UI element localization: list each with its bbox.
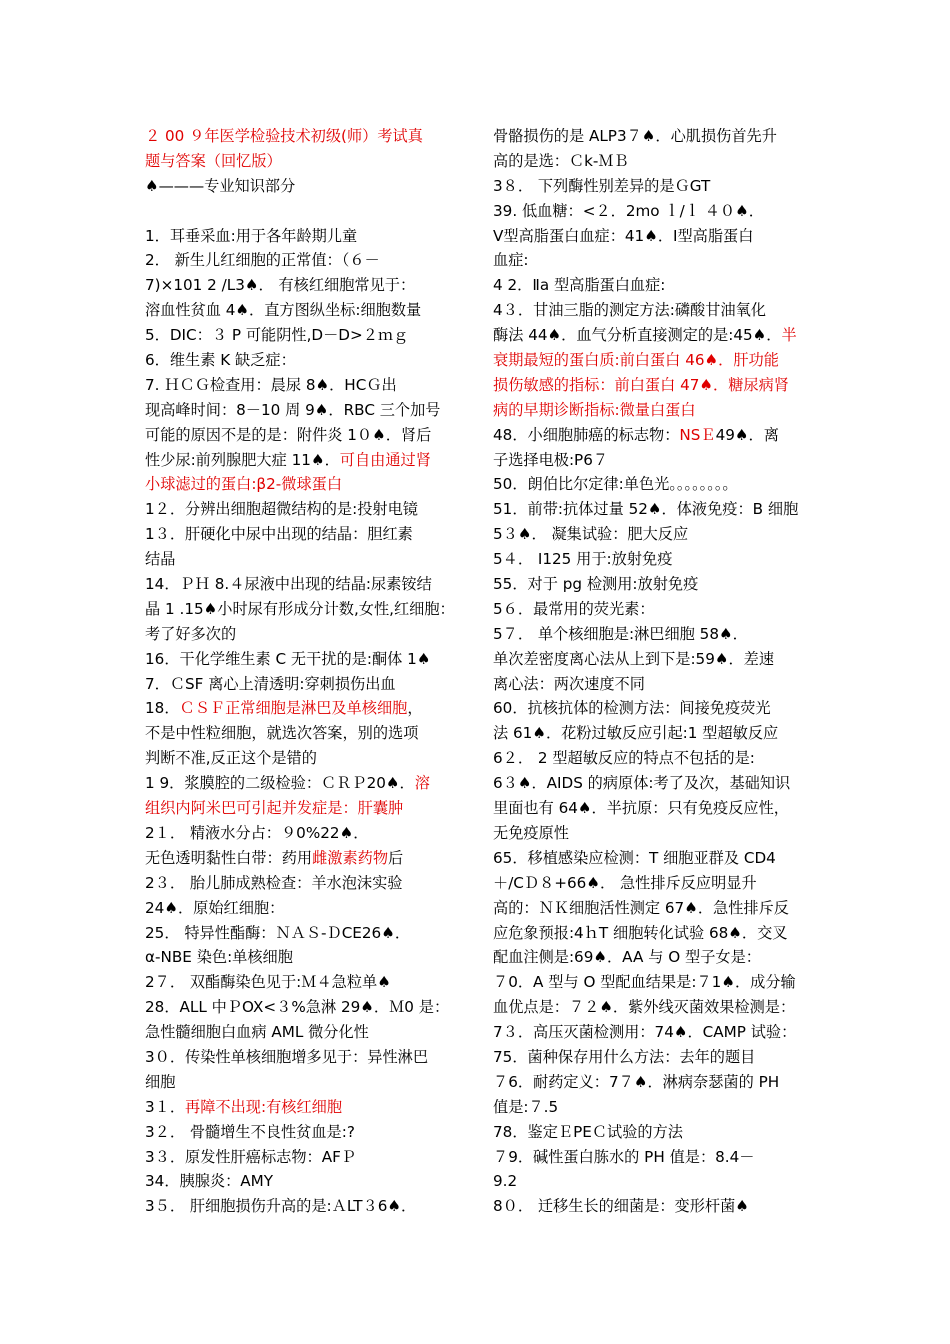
text-line <box>145 846 475 871</box>
text-line <box>145 1194 475 1219</box>
text-line <box>145 672 475 697</box>
text-line <box>145 771 475 796</box>
text-line <box>493 323 823 348</box>
text-segment: 3１． <box>145 1097 186 1116</box>
text-segment: 7)×101 2 /L3♠． 有核红细胞常见于： <box>145 276 416 295</box>
text-segment: 1２．分辨出细胞超微结构的是:投射电镜 <box>145 500 418 519</box>
text-line <box>493 423 823 448</box>
text-segment: 51．前带:抗体过量 52♠．体液免疫：B 细胞 <box>493 500 799 519</box>
text-segment: 血优点是：７２♠．紫外线灭菌效果检测是： <box>493 998 796 1017</box>
text-segment: 考了好多次的 <box>145 624 237 643</box>
highlighted-text: 小球滤过的蛋白:β2-微球蛋白 <box>145 475 343 494</box>
text-segment: 高的是选：Ｃk-ＭＢ <box>493 151 629 170</box>
text-line <box>493 373 823 398</box>
text-line <box>145 871 475 896</box>
text-line <box>145 323 475 348</box>
left-column <box>145 124 475 1219</box>
text-segment: 7３．高压灭菌检测用：74♠．CAMP 试验： <box>493 1023 797 1042</box>
text-segment: 7. ＨＣＧ检查用：晨尿 8♠．HCＧ出 <box>145 375 397 394</box>
text-line <box>493 248 823 273</box>
text-line <box>145 373 475 398</box>
text-line <box>493 746 823 771</box>
text-segment: 75．菌种保存用什么方法：去年的题目 <box>493 1047 756 1066</box>
highlighted-text: 可自由通过肾 <box>339 450 431 469</box>
text-segment: 8０． 迁移生长的细菌是：变形杆菌♠ <box>493 1197 749 1216</box>
text-line <box>493 1145 823 1170</box>
text-segment: 子选择电极:P6７ <box>493 450 609 469</box>
text-segment: 配血注侧是:69♠．AA 与 O 型子女是： <box>493 948 761 967</box>
text-line <box>145 1120 475 1145</box>
text-line <box>145 497 475 522</box>
text-segment: 78．鉴定ＥPEＣ试验的方法 <box>493 1122 683 1141</box>
text-line <box>145 821 475 846</box>
text-segment: 60．抗核抗体的检测方法：间接免疫荧光 <box>493 699 771 718</box>
text-line <box>493 771 823 796</box>
text-line <box>145 1169 475 1194</box>
highlighted-text: 组织内阿米巴可引起并发症是：肝囊肿 <box>145 799 404 818</box>
text-line <box>493 796 823 821</box>
text-segment: 骨骼损伤的是 ALP3７♠．心肌损伤首先升 <box>493 127 777 145</box>
text-line <box>493 572 823 597</box>
text-segment: 2３． 胎儿肺成熟检查：羊水泡沫实验 <box>145 873 403 892</box>
text-segment: 50．朗伯比尔定律:单色光。。。。。。。。 <box>493 475 738 494</box>
text-segment: 后 <box>388 848 404 867</box>
text-line <box>145 696 475 721</box>
text-segment: 5．DIC：３ P 可能阴性,D－D>２ｍｇ <box>145 326 409 345</box>
text-segment: 16．干化学维生素 C 无干扰的是:酮体 1♠ <box>145 649 431 668</box>
text-line <box>145 423 475 448</box>
text-segment: 5４． I125 用于:放射免疫 <box>493 550 673 569</box>
text-segment: 6３♠．AIDS 的病原体:考了及次，基础知识 <box>493 774 791 793</box>
text-line <box>145 398 475 423</box>
text-segment: 3３．原发性肝癌标志物：AFＰ <box>145 1147 357 1166</box>
text-segment: 单次差密度离心法从上到下是:59♠．差速 <box>493 649 775 668</box>
text-line <box>145 647 475 672</box>
highlighted-text: 溶 <box>414 774 430 793</box>
text-segment: ７0．A 型与 O 型配血结果是:７1♠．成分输 <box>493 973 796 992</box>
text-segment: 3０．传染性单核细胞增多见于：异性淋巴 <box>145 1047 429 1066</box>
text-segment: ＋/CＤ８+66♠． 急性排斥反应明显升 <box>493 873 757 892</box>
text-line <box>145 348 475 373</box>
text-segment: 结晶 <box>145 550 176 569</box>
text-line <box>145 970 475 995</box>
text-segment: 6２． 2 型超敏反应的特点不包括的是: <box>493 749 755 768</box>
text-segment: 急性髓细胞白血病 AML 微分化性 <box>145 1023 369 1042</box>
text-segment: ， <box>407 699 423 718</box>
text-segment: ７6．耐药定义：7７♠．淋病奈瑟菌的 PH <box>493 1072 780 1091</box>
text-line <box>493 348 823 373</box>
text-line <box>493 821 823 846</box>
text-segment: 18． <box>145 699 180 718</box>
text-line <box>145 721 475 746</box>
text-segment: Ⅴ型高脂蛋白血症：41♠．Ⅰ型高脂蛋白 <box>493 226 754 245</box>
text-segment: 1３．肝硬化中尿中出现的结晶：胆红素 <box>145 525 413 544</box>
text-line <box>493 448 823 473</box>
text-line <box>145 1070 475 1095</box>
text-line <box>145 174 475 199</box>
text-line <box>493 472 823 497</box>
highlighted-text: ２ 00 ９年医学检验技术初级(师）考试真 <box>145 127 423 145</box>
text-segment: 溶血性贫血 4♠．直方图纵坐标:细胞数量 <box>145 301 422 320</box>
text-segment: 里面也有 64♠．半抗原：只有免疫反应性， <box>493 799 789 818</box>
text-line <box>493 1120 823 1145</box>
text-segment: 24♠．原始红细胞： <box>145 898 285 917</box>
text-line <box>145 995 475 1020</box>
text-segment: 法 61♠．花粉过敏反应引起:1 型超敏反应 <box>493 724 779 743</box>
text-segment: 48．小细胞肺癌的标志物： <box>493 425 680 444</box>
highlighted-text: 再障不出现:有核红细胞 <box>185 1097 343 1116</box>
text-segment: 血症: <box>493 251 529 270</box>
text-line <box>145 149 475 174</box>
text-line <box>493 1020 823 1045</box>
text-line <box>145 1020 475 1045</box>
text-segment: 不是中性粒细胞，就选次答案，别的选项 <box>145 724 419 743</box>
text-segment: 25． 特异性酯酶：ＮＡＳ-ＤCE26♠． <box>145 923 411 942</box>
text-segment: 28．ALL 中ＰOX<３%急淋 29♠．Ｍ0 是： <box>145 998 450 1017</box>
text-line <box>493 1194 823 1219</box>
text-line <box>493 1045 823 1070</box>
text-segment: 无色透明黏性白带：药用 <box>145 848 313 867</box>
text-line <box>493 846 823 871</box>
text-segment: 6．维生素 K 缺乏症： <box>145 351 296 370</box>
right-column <box>493 124 823 1219</box>
text-segment: 晶 1 .15♠小时尿有形成分计数,女性,红细胞： <box>145 599 455 618</box>
text-segment: 3５． 肝细胞损伤升高的是:ＡLT３6♠． <box>145 1197 417 1216</box>
text-line <box>145 547 475 572</box>
text-line <box>145 522 475 547</box>
text-segment: 4 2．Ⅱa 型高脂蛋白血症: <box>493 276 666 295</box>
text-line <box>145 472 475 497</box>
text-line <box>493 522 823 547</box>
text-line <box>493 622 823 647</box>
text-segment: 应危象预报:4ｈT 细胞转化试验 68♠．交叉 <box>493 923 788 942</box>
text-segment: 39. 低血糖：<２．2mo ｌ/ｌ ４０♠． <box>493 201 764 220</box>
text-line <box>145 945 475 970</box>
text-segment: 65．移植感染应检测：T 细胞亚群及 CD4 <box>493 848 776 867</box>
text-segment: 34．胰腺炎：AMY <box>145 1172 274 1191</box>
text-segment: 4３．甘油三脂的测定方法:磷酸甘油氧化 <box>493 301 766 320</box>
text-segment: 2１． 精液水分占：９0%22♠． <box>145 823 369 842</box>
text-line <box>493 871 823 896</box>
text-segment: 高的：ＮＫ细胞活性测定 67♠．急性排斥反 <box>493 898 789 917</box>
highlighted-text: 半 <box>781 326 797 345</box>
text-line <box>493 199 823 224</box>
text-line <box>493 298 823 323</box>
text-segment: 2７． 双酯酶染色见于:Ｍ４急粒单♠ <box>145 973 391 992</box>
text-line <box>493 273 823 298</box>
text-line <box>493 1169 823 1194</box>
text-line <box>145 796 475 821</box>
text-segment: 酶法 44♠．血气分析直接测定的是:45♠． <box>493 326 782 345</box>
text-segment: 1．耳垂采血:用于各年龄期儿童 <box>145 226 358 245</box>
text-line <box>145 248 475 273</box>
text-segment: 3８． 下列酶性别差异的是ＧGT <box>493 176 711 195</box>
text-line <box>145 124 475 149</box>
text-segment: 值是:７.5 <box>493 1097 559 1116</box>
highlighted-text: 病的早期诊断指标:微量白蛋白 <box>493 400 696 419</box>
text-line <box>145 224 475 249</box>
text-line <box>145 1095 475 1120</box>
text-line <box>493 970 823 995</box>
text-segment: 1 9．浆膜腔的二级检验：ＣＲＰ20♠． <box>145 774 415 793</box>
text-line <box>493 1095 823 1120</box>
text-line <box>493 597 823 622</box>
text-line <box>493 224 823 249</box>
text-segment: 5３♠． 凝集试验：肥大反应 <box>493 525 689 544</box>
text-segment: ♠———专业知识部分 <box>145 176 296 195</box>
text-line <box>493 995 823 1020</box>
text-line <box>145 273 475 298</box>
text-segment: 5７． 单个核细胞是:淋巴细胞 58♠． <box>493 624 748 643</box>
text-segment: 离心法：两次速度不同 <box>493 674 645 693</box>
highlighted-text: 损伤敏感的指标：前白蛋白 47♠．糖尿病肾 <box>493 375 789 394</box>
text-segment: 现高峰时间：8－10 周 9♠．RBC 三个加号 <box>145 400 441 419</box>
text-line <box>145 622 475 647</box>
text-segment: 细胞 <box>145 1072 176 1091</box>
text-segment: 55．对于 pg 检测用:放射免疫 <box>493 575 699 594</box>
text-line <box>145 1145 475 1170</box>
text-line <box>493 174 823 199</box>
text-line <box>493 647 823 672</box>
text-segment: 可能的原因不是的是：附件炎 1０♠．肾后 <box>145 425 432 444</box>
text-segment: 3２． 骨髓增生不良性贫血是:? <box>145 1122 355 1141</box>
text-line <box>493 672 823 697</box>
text-segment: 2． 新生儿红细胞的正常值：（６－ <box>145 251 380 270</box>
highlighted-text: NSＥ <box>679 425 716 444</box>
text-segment: 性少尿:前列腺肥大症 11♠． <box>145 450 340 469</box>
highlighted-text: 题与答案（回忆版） <box>145 151 282 170</box>
text-line <box>145 1045 475 1070</box>
text-line <box>145 896 475 921</box>
text-line <box>493 921 823 946</box>
text-line <box>493 945 823 970</box>
text-segment: α-NBE 染色:单核细胞 <box>145 948 293 967</box>
text-line <box>493 721 823 746</box>
text-segment: 7．ＣSF 离心上清透明:穿刺损伤出血 <box>145 674 396 693</box>
text-line <box>493 896 823 921</box>
text-line <box>493 124 823 149</box>
text-line <box>145 921 475 946</box>
highlighted-text: ＣＳＦ正常细胞是淋巴及单核细胞 <box>179 699 408 718</box>
text-segment: ７9．碱性蛋白胨水的 PH 值是：8.4－ <box>493 1147 755 1166</box>
text-segment: 14．ＰＨ 8.４尿液中出现的结晶:尿素铵结 <box>145 575 432 594</box>
text-line <box>493 398 823 423</box>
text-segment: 判断不准,反正这个是错的 <box>145 749 317 768</box>
text-line <box>145 448 475 473</box>
text-line <box>493 149 823 174</box>
text-line <box>145 199 475 224</box>
text-line <box>493 696 823 721</box>
text-segment: 无免疫原性 <box>493 823 569 842</box>
text-line <box>493 1070 823 1095</box>
highlighted-text: 衰期最短的蛋白质:前白蛋白 46♠．肝功能 <box>493 351 779 370</box>
highlighted-text: 雌激素药物 <box>312 848 388 867</box>
text-line <box>145 298 475 323</box>
text-line <box>145 746 475 771</box>
text-line <box>493 497 823 522</box>
text-segment: 49♠．离 <box>715 425 779 444</box>
text-segment: 9.2 <box>493 1172 518 1191</box>
text-line <box>493 547 823 572</box>
text-line <box>145 572 475 597</box>
text-segment: 5６．最常用的荧光素： <box>493 599 655 618</box>
text-line <box>145 597 475 622</box>
